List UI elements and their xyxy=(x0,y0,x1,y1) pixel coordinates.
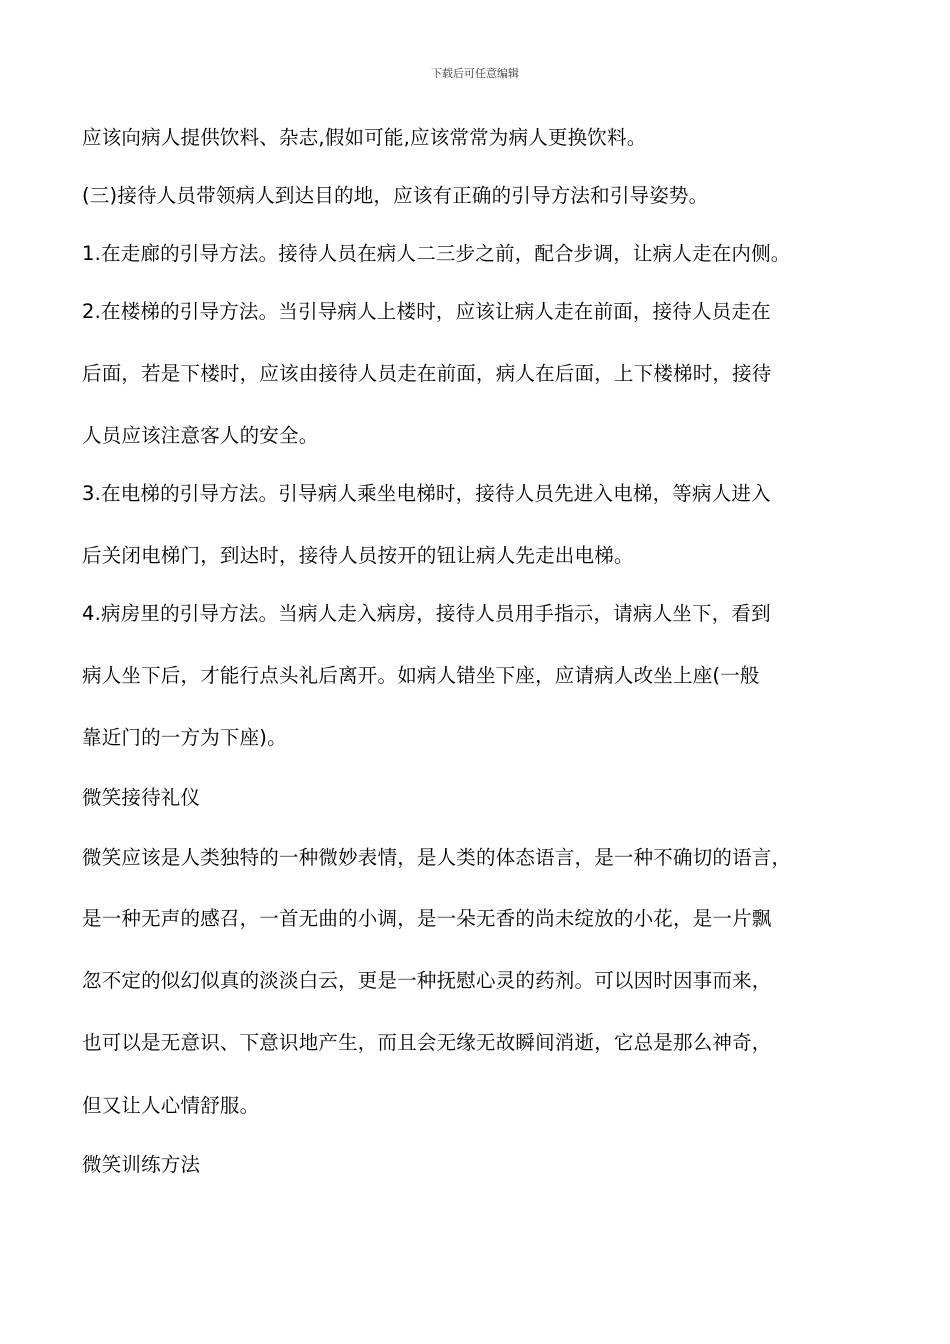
section-heading: 微笑接待礼仪 xyxy=(82,786,201,809)
paragraph-line: 后面，若是下楼时，应该由接待人员走在前面，病人在后面，上下楼梯时，接待 xyxy=(82,362,772,385)
paragraph-line: 人员应该注意客人的安全。 xyxy=(82,424,319,447)
paragraph-line: 微笑应该是人类独特的一种微妙表情，是人类的体态语言，是一种不确切的语言， xyxy=(82,846,792,869)
paragraph-line: 3.在电梯的引导方法。引导病人乘坐电梯时，接待人员先进入电梯，等病人进入 xyxy=(82,482,771,505)
page-header: 下载后可任意编辑 xyxy=(431,67,519,80)
paragraph-line: 是一种无声的感召，一首无曲的小调，是一朵无香的尚未绽放的小花，是一片飘 xyxy=(82,907,772,930)
paragraph-line: 2.在楼梯的引导方法。当引导病人上楼时，应该让病人走在前面，接待人员走在 xyxy=(82,300,771,323)
section-heading: 微笑训练方法 xyxy=(82,1153,201,1176)
paragraph-line: 1.在走廊的引导方法。接待人员在病人二三步之前，配合步调，让病人走在内侧。 xyxy=(82,242,791,265)
paragraph-line: 忽不定的似幻似真的淡淡白云，更是一种抚慰心灵的药剂。可以因时因事而来， xyxy=(82,969,772,992)
paragraph-line: 但又让人心情舒服。 xyxy=(82,1094,260,1117)
paragraph-line: (三)接待人员带领病人到达目的地，应该有正确的引导方法和引导姿势。 xyxy=(82,184,709,207)
paragraph-line: 应该向病人提供饮料、杂志,假如可能,应该常常为病人更换饮料。 xyxy=(82,126,647,149)
paragraph-line: 病人坐下后，才能行点头礼后离开。如病人错坐下座，应请病人改坐上座(一般 xyxy=(82,664,760,687)
paragraph-line: 后关闭电梯门，到达时，接待人员按开的钮让病人先走出电梯。 xyxy=(82,544,634,567)
paragraph-line: 靠近门的一方为下座)。 xyxy=(82,726,287,749)
paragraph-line: 也可以是无意识、下意识地产生，而且会无缘无故瞬间消逝，它总是那么神奇， xyxy=(82,1031,772,1054)
paragraph-line: 4.病房里的引导方法。当病人走入病房，接待人员用手指示，请病人坐下，看到 xyxy=(82,602,771,625)
